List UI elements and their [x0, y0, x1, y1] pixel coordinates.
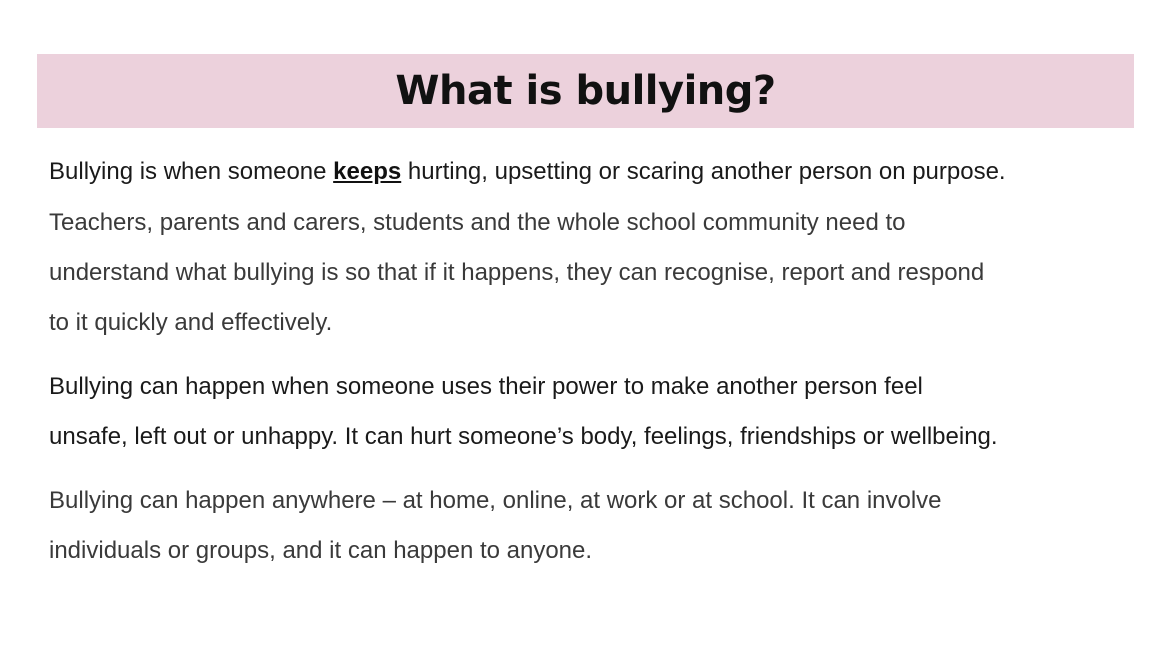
title-banner	[37, 54, 1134, 128]
content-body	[49, 150, 1139, 576]
paragraph-line: Teachers, parents and carers, students and the whole school community need to	[49, 209, 906, 236]
definition-paragraph	[49, 150, 1139, 194]
paragraph-line: individuals or groups, and it can happen to anyone.	[49, 537, 593, 564]
keyword-keeps: keeps	[333, 158, 402, 185]
paragraph-line: understand what bullying is so that if it happens, they can recognise, report and respond	[49, 259, 985, 286]
definition-text-after: hurting, upsetting or scaring another person on purpose.	[401, 158, 1006, 185]
anywhere-paragraph	[49, 476, 1139, 576]
power-paragraph	[49, 362, 1139, 462]
paragraph-line: Bullying can happen when someone uses their power to make another person feel	[49, 373, 923, 400]
definition-text-before: Bullying is when someone	[49, 158, 334, 185]
paragraph-line: unsafe, left out or unhappy. It can hurt someone’s body, feelings, friendships or wellbeing.	[49, 423, 998, 450]
paragraph-line: to it quickly and effectively.	[49, 309, 333, 336]
page-title: What is bullying?	[395, 68, 776, 114]
paragraph-line: Bullying can happen anywhere – at home, online, at work or at school. It can involve	[49, 487, 942, 514]
community-paragraph	[49, 198, 1139, 348]
